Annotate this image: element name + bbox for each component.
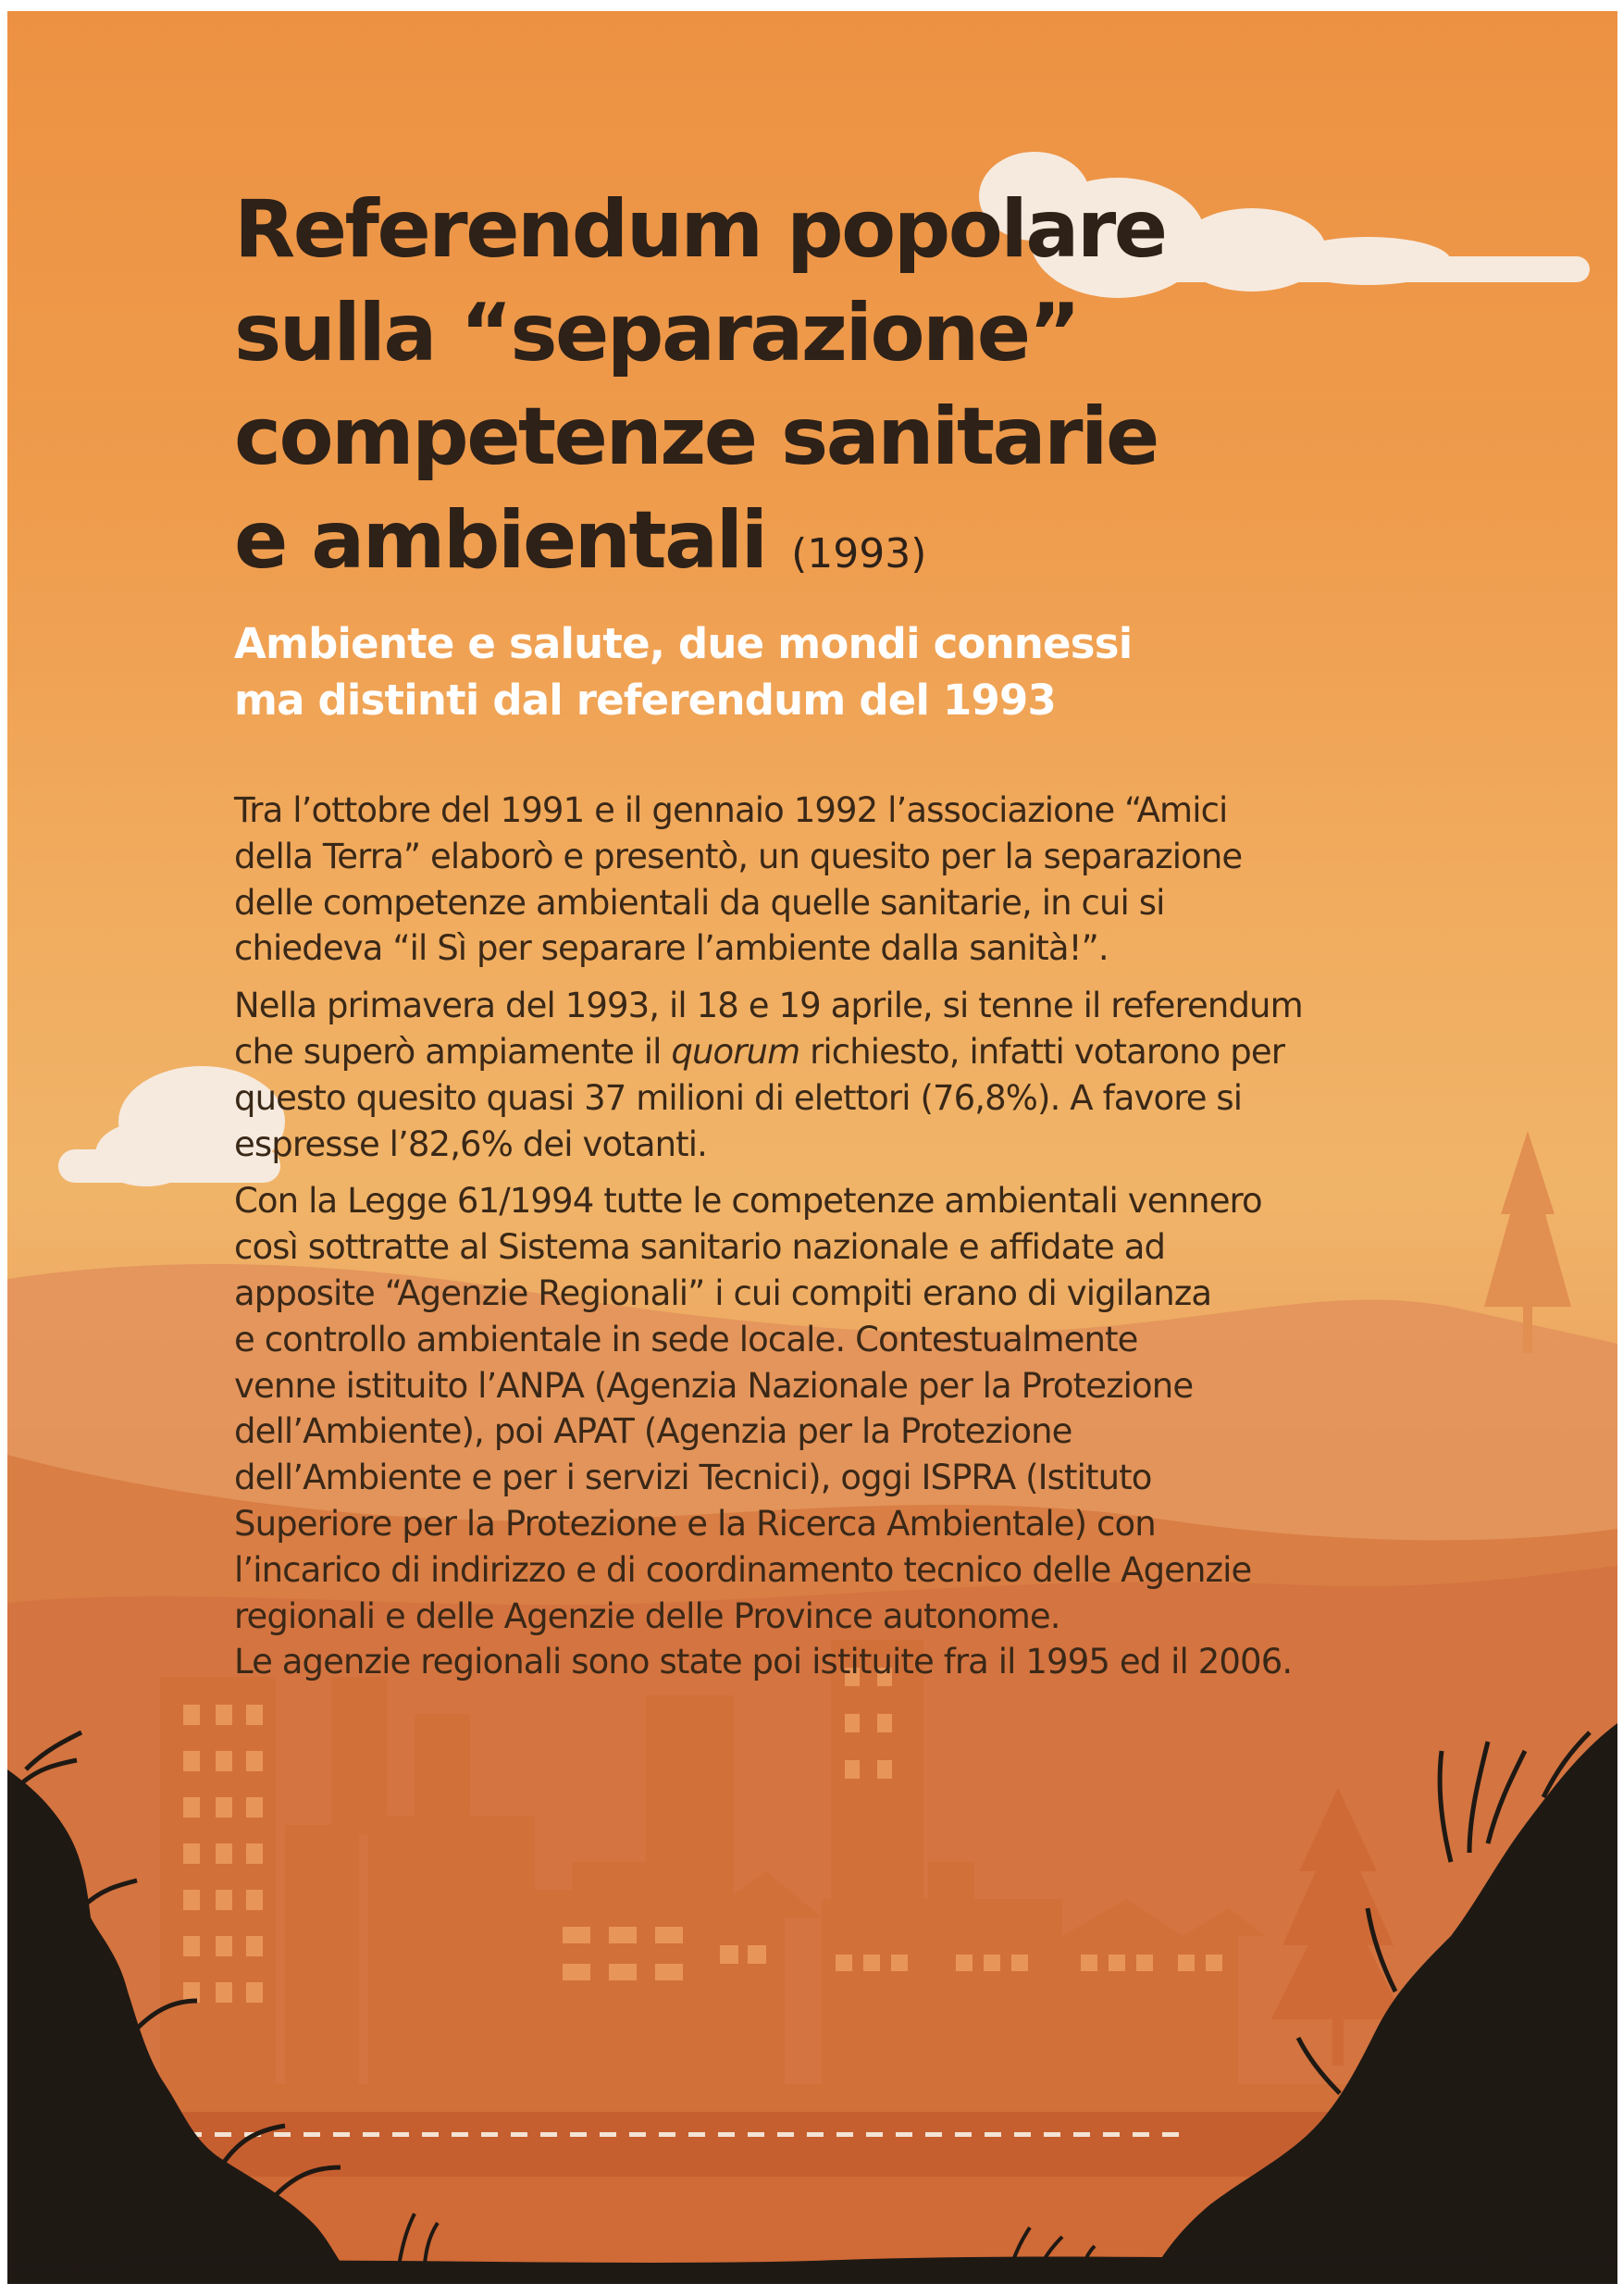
road-dashes — [155, 2132, 1179, 2137]
text-line: chiedeva “il Sì per separare l’ambiente dalla sanità!”. — [234, 928, 1109, 969]
text-line: Nella primavera del 1993, il 18 e 19 aprile, si tenne il referendum — [234, 986, 1303, 1026]
text-line: Tra l’ottobre del 1991 e il gennaio 1992 l’associazione “Amici — [234, 790, 1228, 830]
text-line: dell’Ambiente), poi APAT (Agenzia per la Protezione — [234, 1411, 1072, 1452]
title-line: e ambientali — [234, 494, 766, 587]
subtitle-line: ma distinti dal referendum del 1993 — [234, 676, 1057, 725]
text-line: e controllo ambientale in sede locale. Contestualmente — [234, 1319, 1138, 1359]
text-line: venne istituito l’ANPA (Agenzia Nazionale per la Protezione — [234, 1365, 1194, 1406]
text-line: così sottratte al Sistema sanitario nazionale e affidate ad — [234, 1227, 1166, 1268]
content — [234, 178, 1437, 1696]
text-line: delle competenze ambientali da quelle sanitarie, in cui si — [234, 882, 1165, 923]
text-line: questo quesito quasi 37 milioni di elettori (76,8%). A favore si — [234, 1077, 1243, 1118]
text-line: che superò ampiamente il — [234, 1031, 672, 1072]
text-line: Con la Legge 61/1994 tutte le competenze ambientali vennero — [234, 1181, 1262, 1222]
text-line: regionali e delle Agenzie delle Province autonome. — [234, 1595, 1060, 1636]
quorum-term: quorum — [671, 1031, 800, 1072]
text-line: Le agenzie regionali sono state poi istituite fra il 1995 ed il 2006. — [234, 1642, 1293, 1682]
subtitle — [234, 615, 1437, 728]
body-text — [234, 788, 1400, 1685]
poster — [7, 11, 1617, 2284]
text-line: Superiore per la Protezione e la Ricerca Ambientale) con — [234, 1503, 1156, 1544]
paragraph-3 — [234, 1178, 1400, 1685]
text-line: l’incarico di indirizzo e di coordinamento tecnico delle Agenzie — [234, 1549, 1252, 1590]
subtitle-line: Ambiente e salute, due mondi connessi — [234, 619, 1133, 668]
text-line: dell’Ambiente e per i servizi Tecnici), oggi ISPRA (Istituto — [234, 1458, 1152, 1498]
title-line: sulla “separazione” — [234, 287, 1079, 379]
title-year: (1993) — [791, 530, 927, 577]
text-line: richiesto, infatti votarono per — [799, 1031, 1285, 1072]
text-line: apposite “Agenzie Regionali” i cui compiti erano di vigilanza — [234, 1272, 1212, 1313]
paragraph-2 — [234, 983, 1400, 1167]
text-line: espresse l’82,6% dei votanti. — [234, 1123, 708, 1164]
text-line: della Terra” elaborò e presentò, un quesito per la separazione — [234, 836, 1243, 876]
page-title — [234, 178, 1437, 606]
title-line: Referendum popolare — [234, 183, 1166, 276]
paragraph-1 — [234, 788, 1400, 972]
title-line: competenze sanitarie — [234, 391, 1158, 483]
